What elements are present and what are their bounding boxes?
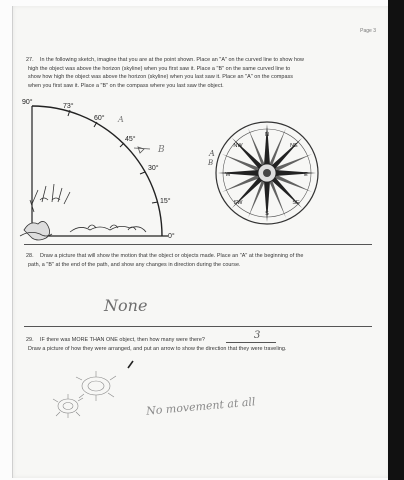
compass-label-e: E	[304, 172, 308, 178]
angle-label: 30°	[148, 165, 159, 172]
question-text-line: path, a "B" at the end of the path, and show any changes in direction during the course.	[28, 261, 241, 268]
compass-label-s: S	[265, 211, 269, 217]
compass-label-w: W	[225, 172, 231, 178]
question-number: 29.	[26, 337, 34, 343]
angle-label: 90°	[22, 99, 33, 106]
compass-label-nw: NW	[233, 143, 243, 149]
angle-label: 45°	[125, 136, 136, 143]
question-text-line: Draw a picture of how they were arranged, and put an arrow to show the direction that they were traveling.	[28, 345, 287, 352]
question-text-line: Draw a picture that will show the motion that the object or objects made. Place an "A" at the beginning of the	[40, 253, 304, 259]
angle-label: 0°	[168, 233, 175, 240]
page-number: Page 3	[360, 28, 376, 34]
angle-label: 60°	[94, 115, 105, 122]
handwritten-answer: None	[104, 296, 148, 315]
handwritten-mark-A: A	[118, 115, 124, 124]
handwritten-mark-B: B	[158, 145, 165, 155]
question-text-line: when you first saw it. Place a "B" on the compass where you last saw the object.	[28, 82, 224, 89]
handwritten-count: 3	[254, 330, 261, 341]
compass-label-se: SE	[292, 200, 300, 206]
compass-mark-B: B	[208, 159, 214, 167]
compass-mark-A: A	[209, 149, 215, 158]
angle-label: 15°	[160, 198, 171, 205]
question-number: 27.	[26, 57, 34, 63]
question-number: 28.	[26, 253, 34, 259]
question-text-line: high the object was above the horizon (skyline) when you first saw it. Place a "B" on the same curved line to	[28, 65, 291, 72]
compass-label-n: N	[265, 132, 269, 138]
compass-label-sw: SW	[233, 200, 243, 206]
object-scribbles	[53, 371, 116, 418]
handwritten-note: No movement at all	[145, 395, 256, 418]
question-text-line: IF there was MORE THAN ONE object, then how many were there?	[40, 337, 205, 343]
compass-label-ne: NE	[290, 143, 298, 149]
pen-mark	[128, 361, 133, 368]
question-text-line: show how high the object was above the horizon (skyline) when you last saw it. Place an "A" on the compass	[28, 74, 294, 80]
question-text-line: In the following sketch, imagine that you are at the point shown. Place an "A" on the curved line to show how	[40, 57, 304, 63]
angle-label: 73°	[63, 103, 74, 110]
